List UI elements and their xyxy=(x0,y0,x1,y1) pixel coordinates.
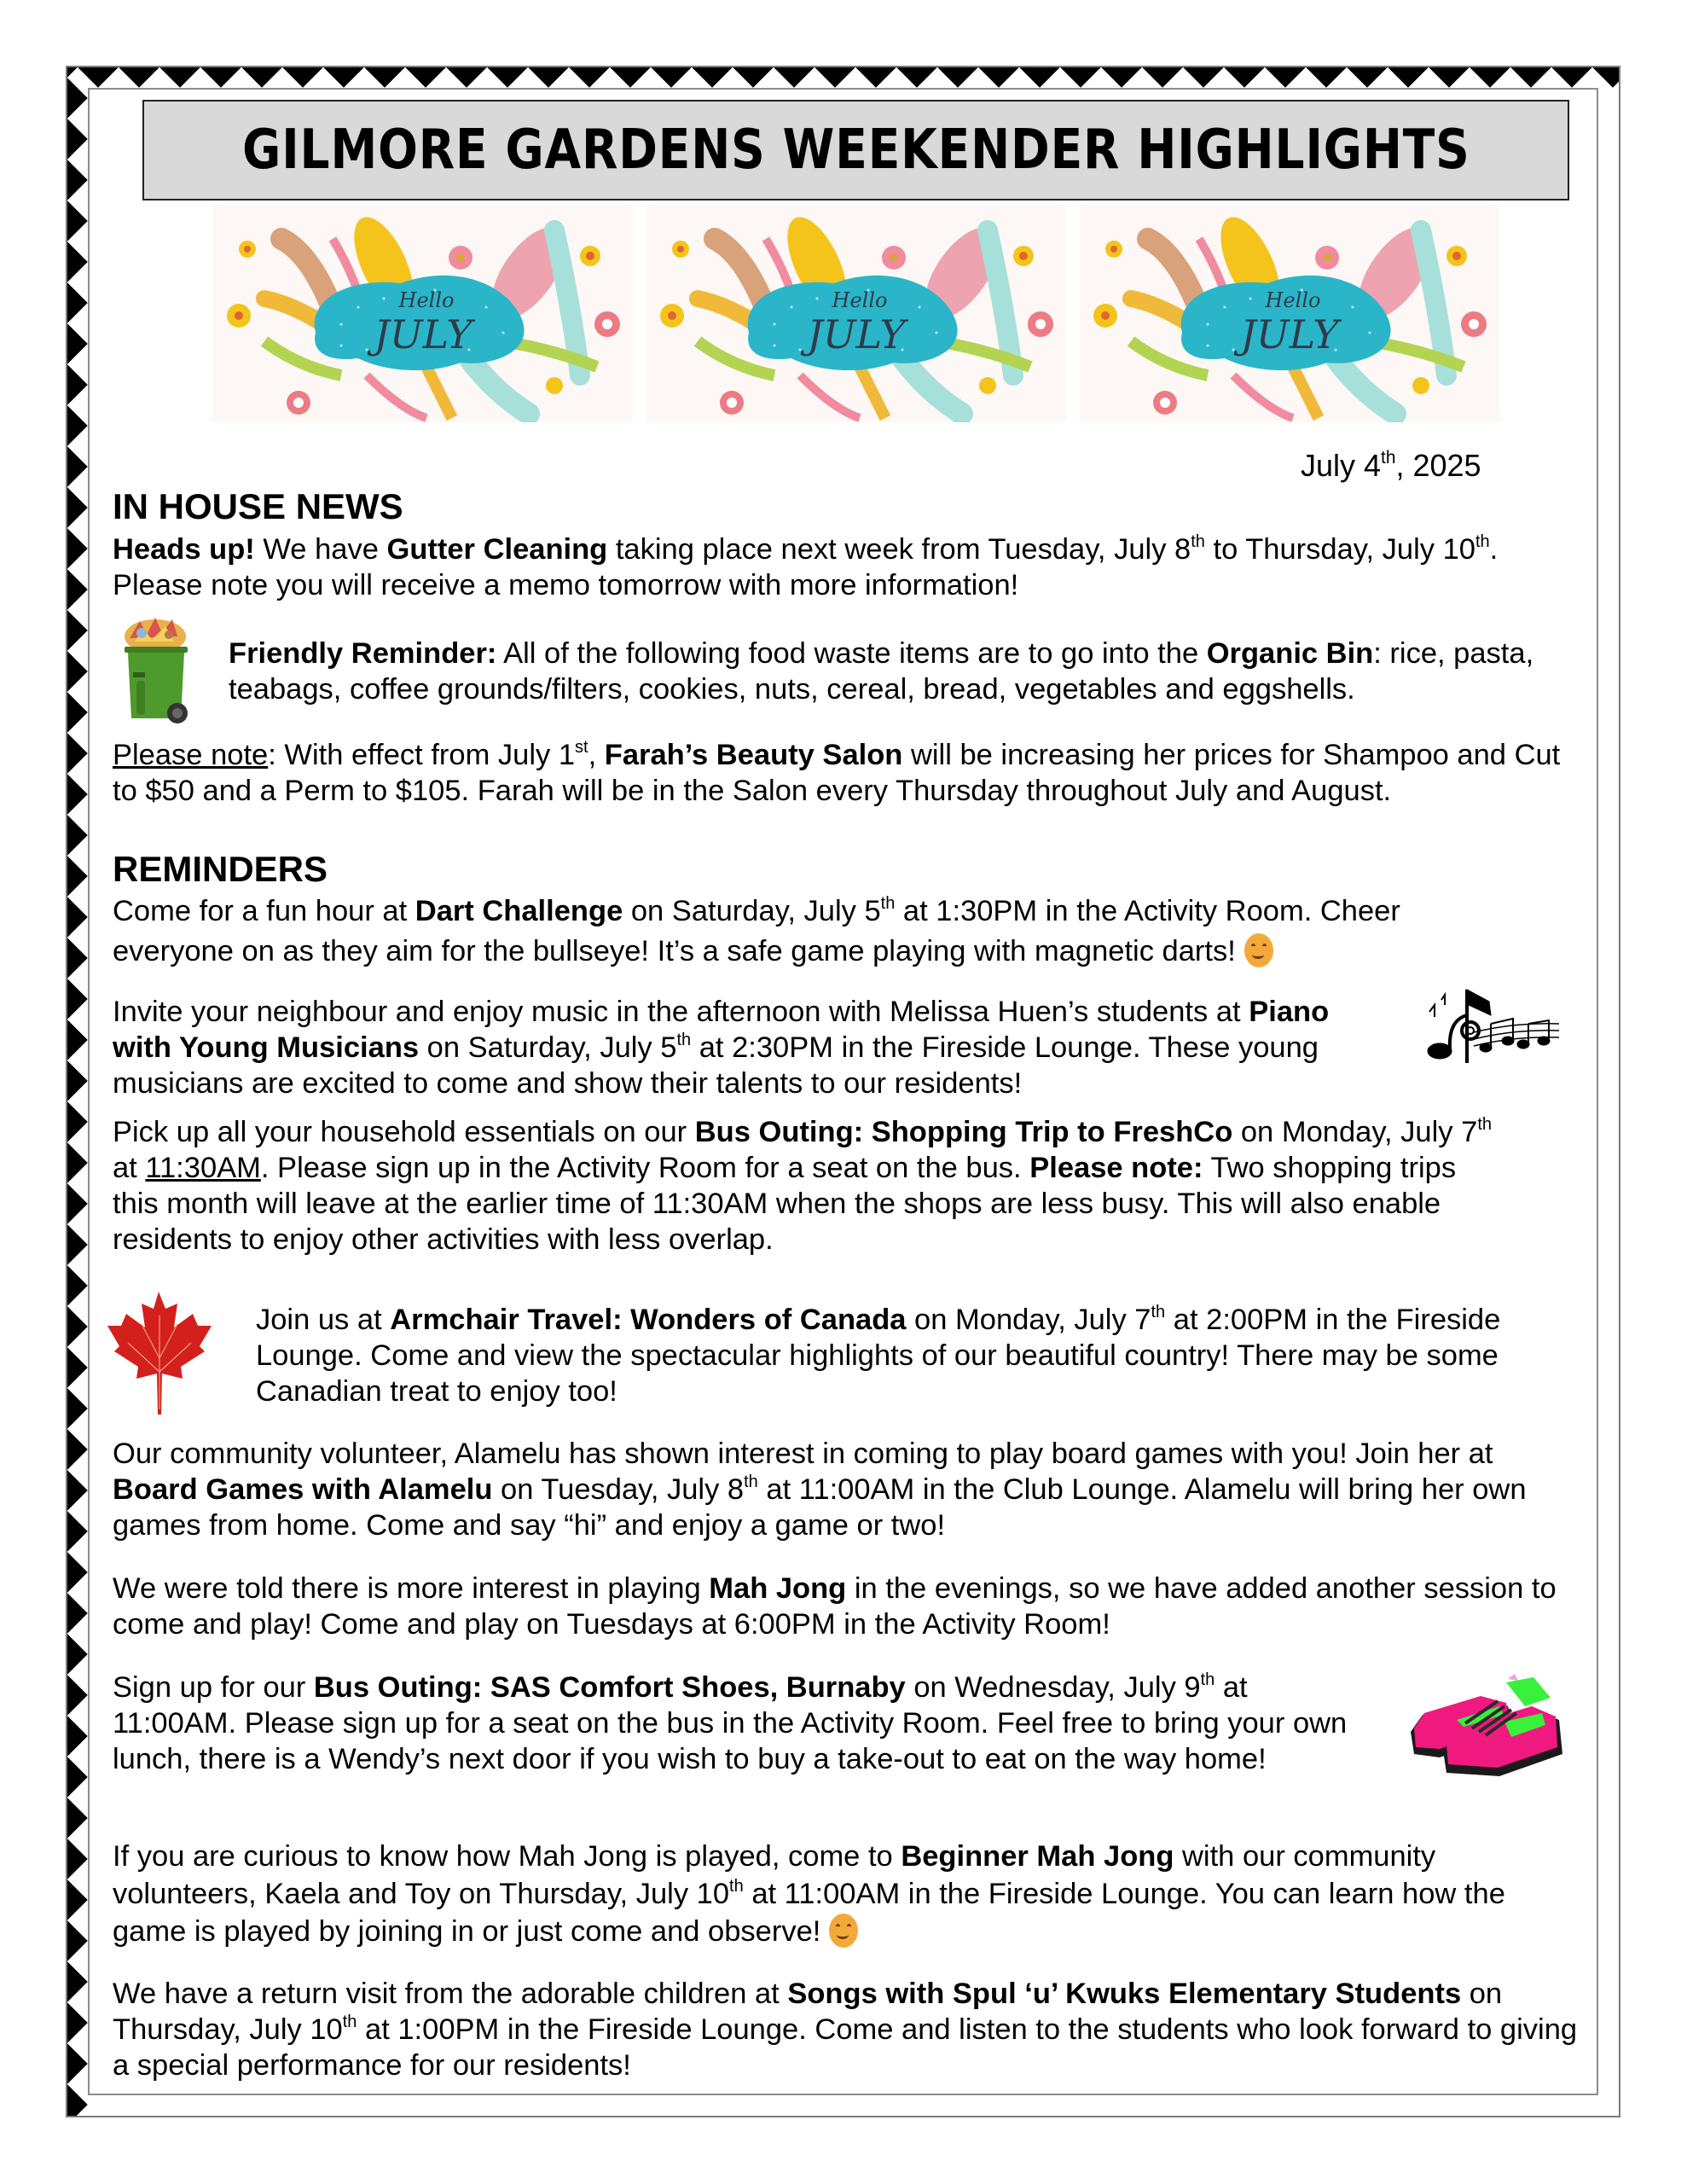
section-heading-in-house-news: IN HOUSE NEWS xyxy=(113,486,403,526)
paragraph-sas-shoes xyxy=(113,1670,1358,1777)
text-run: on Wednesday, July 9 xyxy=(905,1671,1201,1704)
text-run: Come for a fun hour at xyxy=(113,895,415,927)
text-run: at 11:00AM in the Club Lounge. Alamelu will bring her own games from home. Come and say “hi” and enjoy a game or two! xyxy=(113,1473,1527,1542)
section-heading-reminders: REMINDERS xyxy=(113,849,328,889)
date-day: July 4 xyxy=(1301,448,1382,483)
text-run: at xyxy=(113,1152,146,1184)
paragraph-beginner-mah-jong xyxy=(113,1838,1580,1950)
paragraph-freshco-outing xyxy=(113,1114,1494,1258)
bold-text: Songs with Spul ‘u’ Kwuks Elementary Students xyxy=(787,1978,1462,2010)
text-run: at 2:30PM in the Fireside Lounge. These young musicians are excited to come and show their talents to our residents! xyxy=(113,1031,1319,1100)
emoji-eye xyxy=(1262,944,1267,950)
paragraph-mah-jong xyxy=(113,1571,1562,1642)
text-run: on Monday, July 7 xyxy=(1232,1116,1478,1148)
bold-text: Organic Bin xyxy=(1206,637,1374,670)
text-run: in the evenings, so we have added another session to come and play! Come and play on Tuesdays at 6:00PM in the Activity Room! xyxy=(113,1572,1557,1641)
newsletter-title-box xyxy=(142,100,1569,200)
border-right xyxy=(1598,67,1619,2116)
text-run: Two shopping trips this month will leave at the earlier time of 11:30AM when the shops are less busy. This will also enable residents to enjoy other activities with less overlap. xyxy=(113,1152,1457,1256)
text-run: with our community volunteers, Kaela and Toy on Thursday, July 10 xyxy=(113,1840,1436,1910)
ordinal-suffix: th xyxy=(342,2012,357,2031)
ordinal-suffix: th xyxy=(676,1030,692,1049)
banner-hello-text: Hello xyxy=(398,288,455,312)
text-run: Invite your neighbour and enjoy music in the afternoon with Melissa Huen’s students at xyxy=(113,996,1249,1028)
bold-text: Bus Outing: Shopping Trip to FreshCo xyxy=(694,1116,1233,1148)
text-run: . Please note you will receive a memo tomorrow with more information! xyxy=(113,533,1499,601)
text-run: taking place next week from Tuesday, July 8 xyxy=(607,533,1191,566)
banner-july-text: JULY xyxy=(374,311,472,357)
text-run: If you are curious to know how Mah Jong is played, come to xyxy=(113,1840,901,1873)
text-run: . Please sign up in the Activity Room for a seat on the bus. xyxy=(260,1152,1030,1184)
text-run: on Saturday, July 5 xyxy=(623,895,881,927)
bold-text: Please note: xyxy=(1029,1152,1203,1184)
text-run: to Thursday, July 10 xyxy=(1204,533,1475,566)
text-run: We have xyxy=(254,533,387,566)
winking-smiley-emoji xyxy=(1244,933,1273,967)
issue-date xyxy=(1301,448,1481,484)
paragraph-songs-elementary xyxy=(113,1976,1580,2083)
banner-july-text: JULY xyxy=(1240,311,1339,357)
text-run: at 1:30PM in the Activity Room. Cheer everyone on as they aim for the bullseye! It’s a safe game playing with magnetic darts! xyxy=(113,895,1400,967)
text-run: Sign up for our xyxy=(113,1671,314,1704)
ordinal-suffix: th xyxy=(880,893,896,913)
ordinal-suffix: st xyxy=(575,737,588,757)
paragraph-armchair-travel xyxy=(256,1302,1552,1409)
bold-text: Heads up! xyxy=(113,533,255,566)
text-run: , xyxy=(588,739,605,771)
ordinal-suffix: th xyxy=(1477,1114,1492,1134)
paragraph-dart-challenge xyxy=(113,892,1528,972)
bold-text: Farah’s Beauty Salon xyxy=(604,739,903,771)
hello-july-banner-icon xyxy=(1080,205,1499,422)
paragraph-board-games xyxy=(113,1436,1562,1543)
paragraph-beauty-salon xyxy=(113,737,1580,809)
text-run: Pick up all your household essentials on our xyxy=(113,1116,695,1148)
bold-text: Beginner Mah Jong xyxy=(901,1840,1174,1873)
floral-illustration xyxy=(213,205,633,422)
text-run: at 11:00AM. Please sign up for a seat on the bus in the Activity Room. Feel free to bring your own lunch, there is a Wendy’s next door if you wish to buy a take-out to eat on the way home! xyxy=(113,1671,1348,1775)
text-run: : With effect from July 1 xyxy=(268,739,576,771)
border-top xyxy=(67,67,1619,88)
banner-hello-text: Hello xyxy=(1265,288,1321,312)
bold-text: Piano with Young Musicians xyxy=(113,996,1330,1064)
bold-text: Gutter Cleaning xyxy=(386,533,608,566)
floral-illustration xyxy=(646,205,1066,422)
text-run: on Tuesday, July 8 xyxy=(492,1473,745,1506)
music-notes-icon xyxy=(1423,986,1569,1068)
bold-text: Armchair Travel: Wonders of Canada xyxy=(390,1304,907,1336)
hello-july-banner-icon xyxy=(213,205,633,422)
bold-text: Friendly Reminder: xyxy=(229,637,497,670)
text-run: All of the following food waste items are to go into the xyxy=(496,637,1207,670)
text-run: Our community volunteer, Alamelu has shown interest in coming to play board games with you! Join her at xyxy=(113,1438,1493,1470)
ordinal-suffix: th xyxy=(729,1876,744,1896)
border-left xyxy=(67,67,88,2116)
text-run: at 1:00PM in the Fireside Lounge. Come and listen to the students who look forward to giving a special performance for our residents! xyxy=(113,2013,1578,2082)
text-run: on Saturday, July 5 xyxy=(419,1031,677,1064)
text-run: We were told there is more interest in playing xyxy=(113,1572,710,1605)
text-run: at 11:00AM in the Fireside Lounge. You can learn how the game is played by joining in or just come and observe! xyxy=(113,1878,1505,1948)
bold-text: Bus Outing: SAS Comfort Shoes, Burnaby xyxy=(313,1671,906,1704)
pink-sneakers-icon xyxy=(1406,1672,1568,1781)
ordinal-suffix: th xyxy=(1475,531,1490,551)
paragraph-gutter-cleaning xyxy=(113,531,1580,603)
underlined-text: Please note xyxy=(113,739,269,771)
text-run: will be increasing her prices for Shampoo and Cut to $50 and a Perm to $105. Farah will be in the Salon every Thursday throughout July and August. xyxy=(113,739,1561,807)
bold-text: Board Games with Alamelu xyxy=(113,1473,493,1506)
paragraph-piano xyxy=(113,994,1358,1101)
date-suffix: th xyxy=(1381,447,1396,468)
bold-text: Mah Jong xyxy=(709,1572,847,1605)
ordinal-suffix: th xyxy=(1200,1670,1215,1689)
floral-illustration xyxy=(1080,205,1499,422)
paragraph-organic-bin xyxy=(229,636,1580,707)
hello-july-banner-icon xyxy=(646,205,1066,422)
hello-july-banners xyxy=(213,205,1499,422)
text-run: on Thursday, July 10 xyxy=(113,1978,1503,2046)
text-run: We have a return visit from the adorable children at xyxy=(113,1978,788,2010)
text-run: Join us at xyxy=(256,1304,391,1336)
bold-text: Dart Challenge xyxy=(415,895,623,927)
text-run: at 2:00PM in the Fireside Lounge. Come and view the spectacular highlights of our beautiful country! There may be some Canadian treat to enjoy too! xyxy=(256,1304,1501,1408)
underlined-text: 11:30AM xyxy=(145,1152,261,1184)
green-bin-icon xyxy=(118,613,194,727)
banner-hello-text: Hello xyxy=(832,288,888,312)
emoji-eye xyxy=(847,1924,851,1930)
newsletter-title: GILMORE GARDENS WEEKENDER HIGHLIGHTS xyxy=(241,119,1470,182)
ordinal-suffix: th xyxy=(1191,531,1205,551)
border-bottom xyxy=(67,2095,1619,2116)
text-run: on Monday, July 7 xyxy=(906,1304,1151,1336)
smiling-face-emoji xyxy=(829,1914,858,1948)
date-year: , 2025 xyxy=(1395,448,1481,483)
ordinal-suffix: th xyxy=(1151,1302,1166,1321)
text-run: : rice, pasta, teabags, coffee grounds/filters, cookies, nuts, cereal, bread, vegetables and eggshells. xyxy=(229,637,1534,706)
banner-july-text: JULY xyxy=(807,311,906,357)
maple-leaf-icon xyxy=(104,1290,215,1416)
ordinal-suffix: th xyxy=(744,1472,758,1491)
